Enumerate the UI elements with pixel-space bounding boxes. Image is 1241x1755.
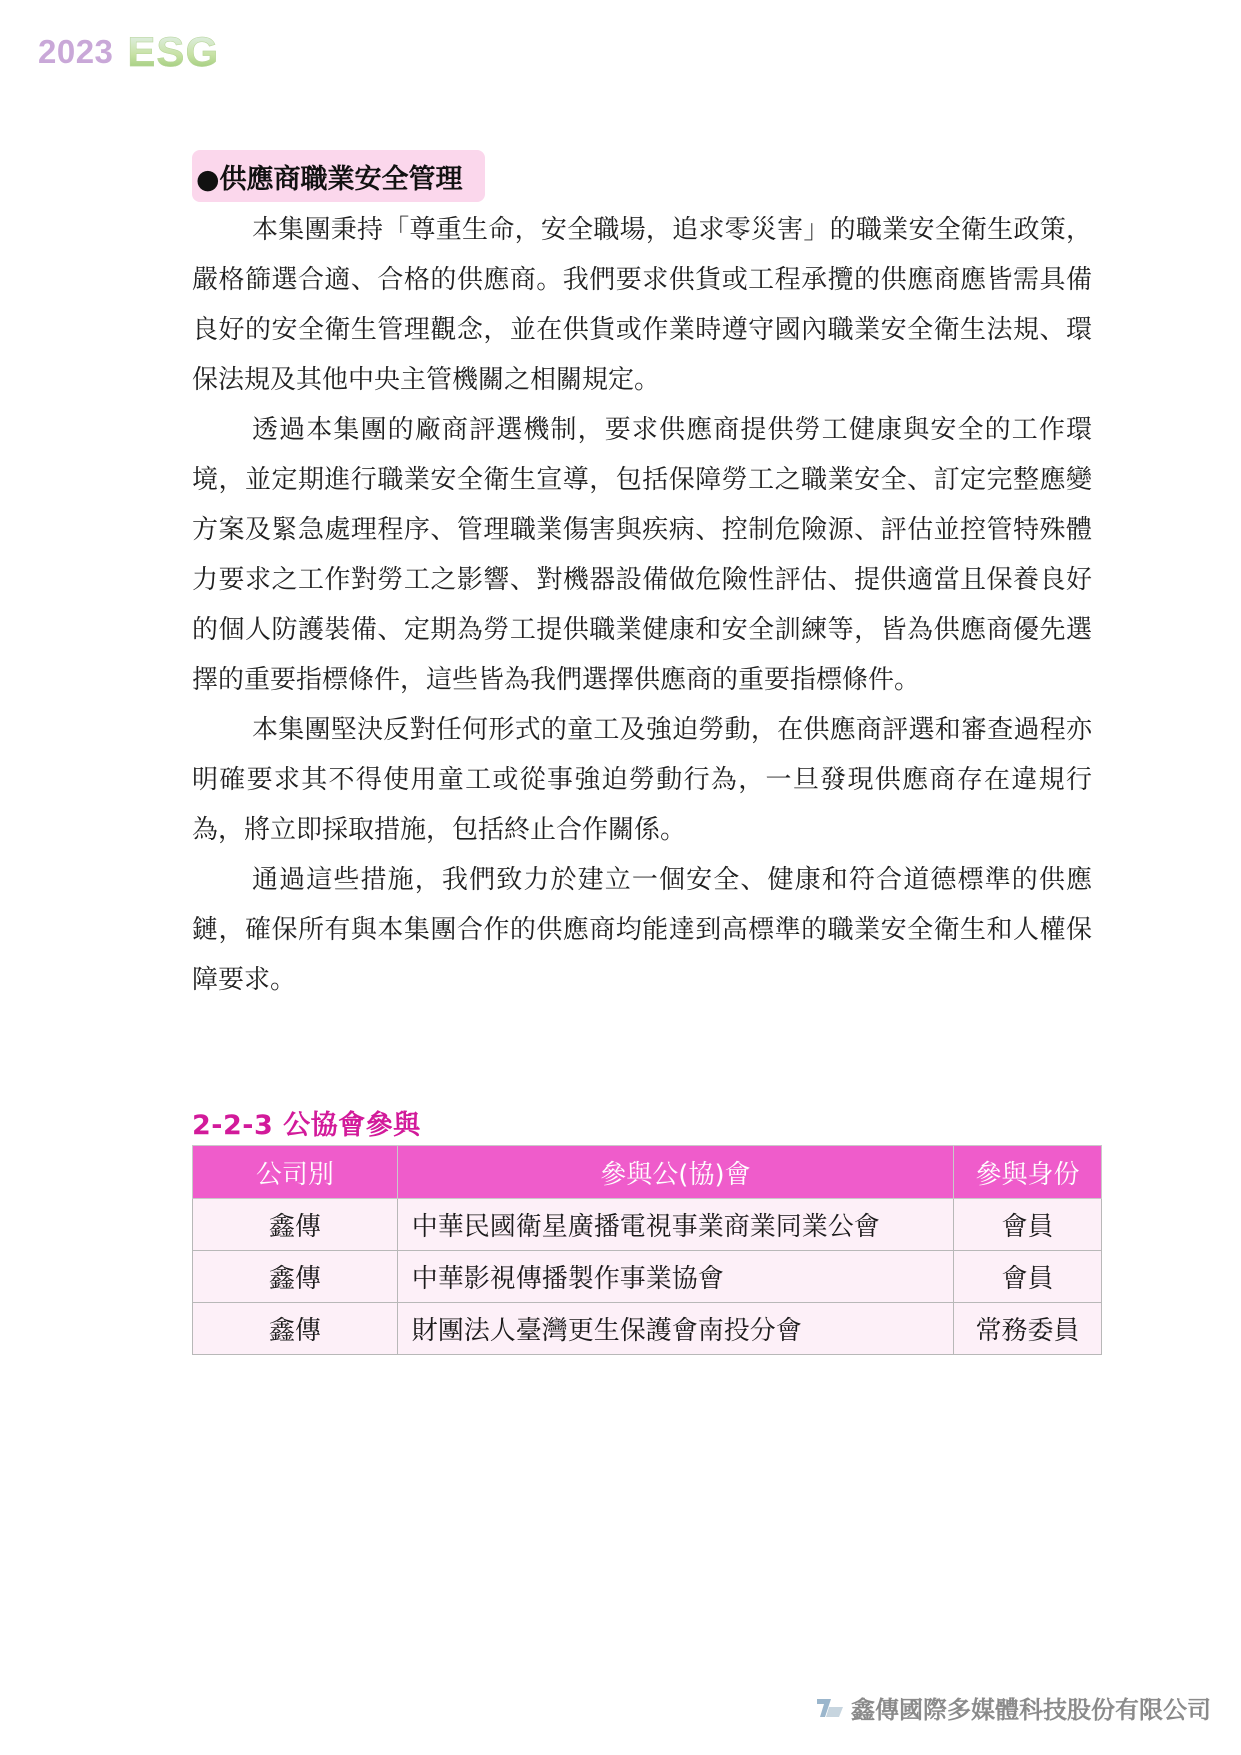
cell-association: 財團法人臺灣更生保護會南投分會 (397, 1303, 953, 1355)
table-row (193, 1199, 1102, 1251)
company-logo-icon (815, 1695, 845, 1721)
section-title: ●供應商職業安全管理 (192, 150, 485, 202)
paragraph: 本集團堅決反對任何形式的童工及強迫勞動，在供應商評選和審查過程亦明確要求其不得使用童工或從事強迫勞動行為，一旦發現供應商存在違規行為，將立即採取措施，包括終止合作關係。 (192, 715, 1092, 845)
cell-association: 中華影視傳播製作事業協會 (397, 1251, 953, 1303)
paragraph: 本集團秉持「尊重生命，安全職場，追求零災害」的職業安全衛生政策，嚴格篩選合適、合格的供應商。我們要求供貨或工程承攬的供應商應皆需具備良好的安全衛生管理觀念，並在供貨或作業時遵守國內職業安全衛生法規、環保法規及其他中央主管機關之相關規定。 (192, 215, 1092, 395)
company-name: 鑫傳國際多媒體科技股份有限公司 (851, 1696, 1211, 1724)
cell-company: 鑫傳 (193, 1303, 398, 1355)
esg-logo-text: ESG (127, 28, 220, 75)
cell-role: 會員 (954, 1199, 1102, 1251)
body-text (192, 205, 1092, 1005)
cell-role: 常務委員 (954, 1303, 1102, 1355)
header-role: 參與身份 (954, 1146, 1102, 1199)
paragraph: 通過這些措施，我們致力於建立一個安全、健康和符合道德標準的供應鏈，確保所有與本集團合作的供應商均能達到高標準的職業安全衛生和人權保障要求。 (192, 865, 1092, 995)
cell-company: 鑫傳 (193, 1199, 398, 1251)
table-row (193, 1303, 1102, 1355)
table-header-row (193, 1146, 1102, 1199)
table-row (193, 1251, 1102, 1303)
header-association: 參與公(協)會 (397, 1146, 953, 1199)
report-year: 2023 (38, 33, 114, 70)
report-logo (38, 28, 219, 76)
footer (815, 1690, 1211, 1725)
cell-company: 鑫傳 (193, 1251, 398, 1303)
subsection-title: 2-2-3 公協會參與 (192, 1110, 421, 1141)
cell-role: 會員 (954, 1251, 1102, 1303)
header-company: 公司別 (193, 1146, 398, 1199)
paragraph: 透過本集團的廠商評選機制，要求供應商提供勞工健康與安全的工作環境，並定期進行職業安全衛生宣導，包括保障勞工之職業安全、訂定完整應變方案及緊急處理程序、管理職業傷害與疾病、控制危險源、評估並控管特殊體力要求之工作對勞工之影響、對機器設備做危險性評估、提供適當且保養良好的個人防護裝備、定期為勞工提供職業健康和安全訓練等，皆為供應商優先選擇的重要指標條件，這些皆為我們選擇供應商的重要指標條件。 (192, 415, 1092, 695)
association-table (192, 1145, 1102, 1355)
cell-association: 中華民國衛星廣播電視事業商業同業公會 (397, 1199, 953, 1251)
